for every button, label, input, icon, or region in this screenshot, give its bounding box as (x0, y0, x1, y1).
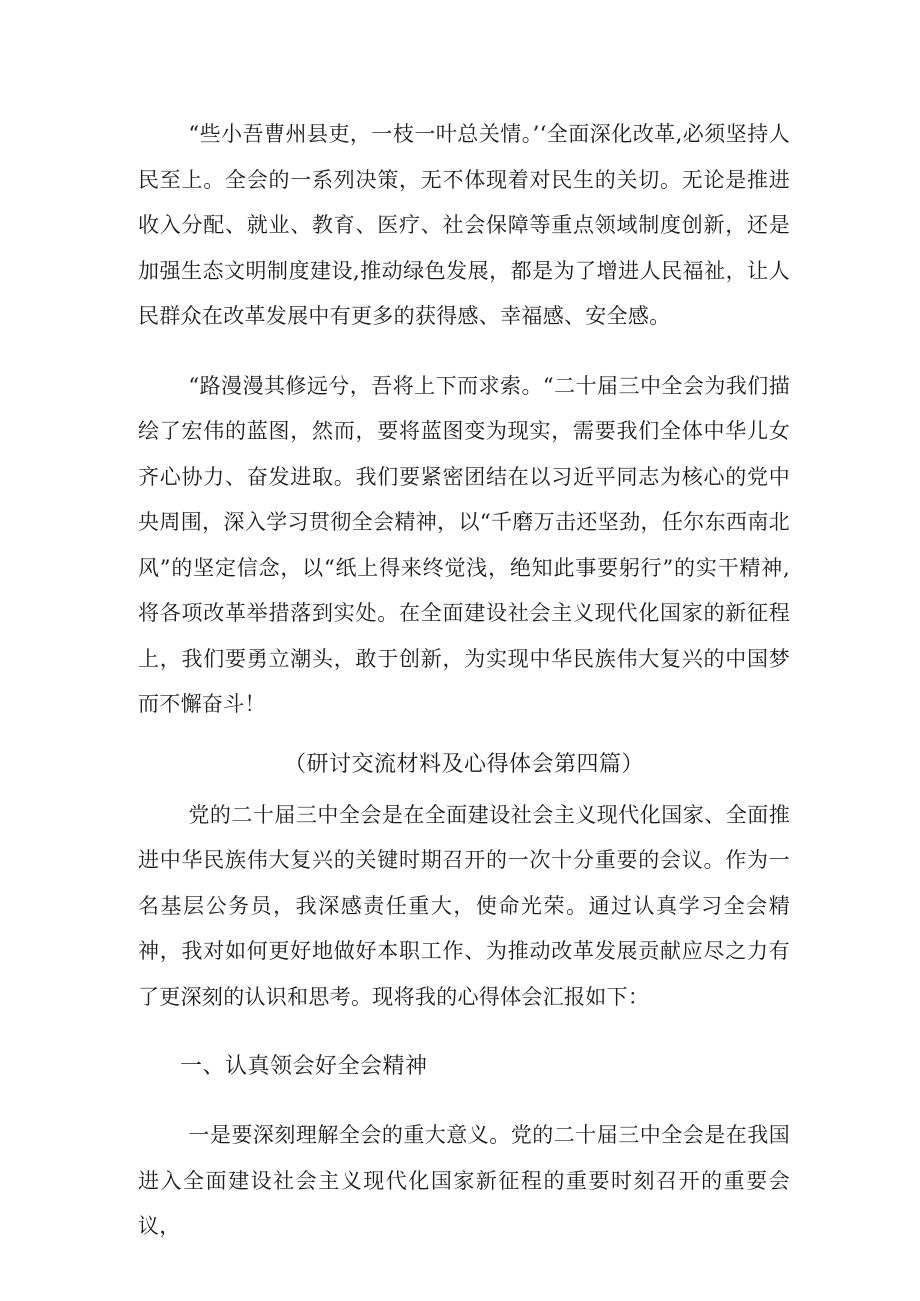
section-title: （研讨交流材料及心得体会第四篇） (283, 751, 644, 777)
body-paragraph: 一是要深刻理解全会的重大意义。党的二十届三中全会是在我国进入全面建设社会主义现代化国家新征程的重要时刻召开的重要会议， (138, 1123, 790, 1238)
body-paragraph: “些小吾曹州县吏，一枝一叶总关情。’‘全面深化改革,必须坚持人民至上。全会的一系列决策，无不体现着对民生的关切。无论是推进收入分配、就业、教育、医疗、社会保障等重点领域制度创新，还是加强生态文明制度建设,推动绿色发展，都是为了增进人民福祉，让人民群众在改革发展中有更多的获得感、幸福感、安全感。 (138, 122, 790, 328)
document-page (138, 112, 790, 1250)
heading-level-1: 一、认真领会好全会精神 (180, 1054, 428, 1079)
body-paragraph: 党的二十届三中全会是在全面建设社会主义现代化国家、全面推进中华民族伟大复兴的关键时期召开的一次十分重要的会议。作为一名基层公务员，我深感责任重大，使命光荣。通过认真学习全会精神，我对如何更好地做好本职工作、为推动改革发展贡献应尽之力有了更深刻的认识和思考。现将我的心得体会汇报如下： (138, 802, 790, 1009)
body-paragraph: “路漫漫其修远兮，吾将上下而求索。“二十届三中全会为我们描绘了宏伟的蓝图，然而，要将蓝图变为现实，需要我们全体中华儿女齐心协力、奋发进取。我们要紧密团结在以习近平同志为核心的党中央周围，深入学习贯彻全会精神，以“千磨万击还坚劲，任尔东西南北风”的坚定信念，以“纸上得来终觉浅，绝知此事要躬行”的实干精神,将各项改革举措落到实处。在全面建设社会主义现代化国家的新征程上，我们要勇立潮头，敢于创新，为实现中华民族伟大复兴的中国梦而不懈奋斗！ (138, 373, 790, 716)
